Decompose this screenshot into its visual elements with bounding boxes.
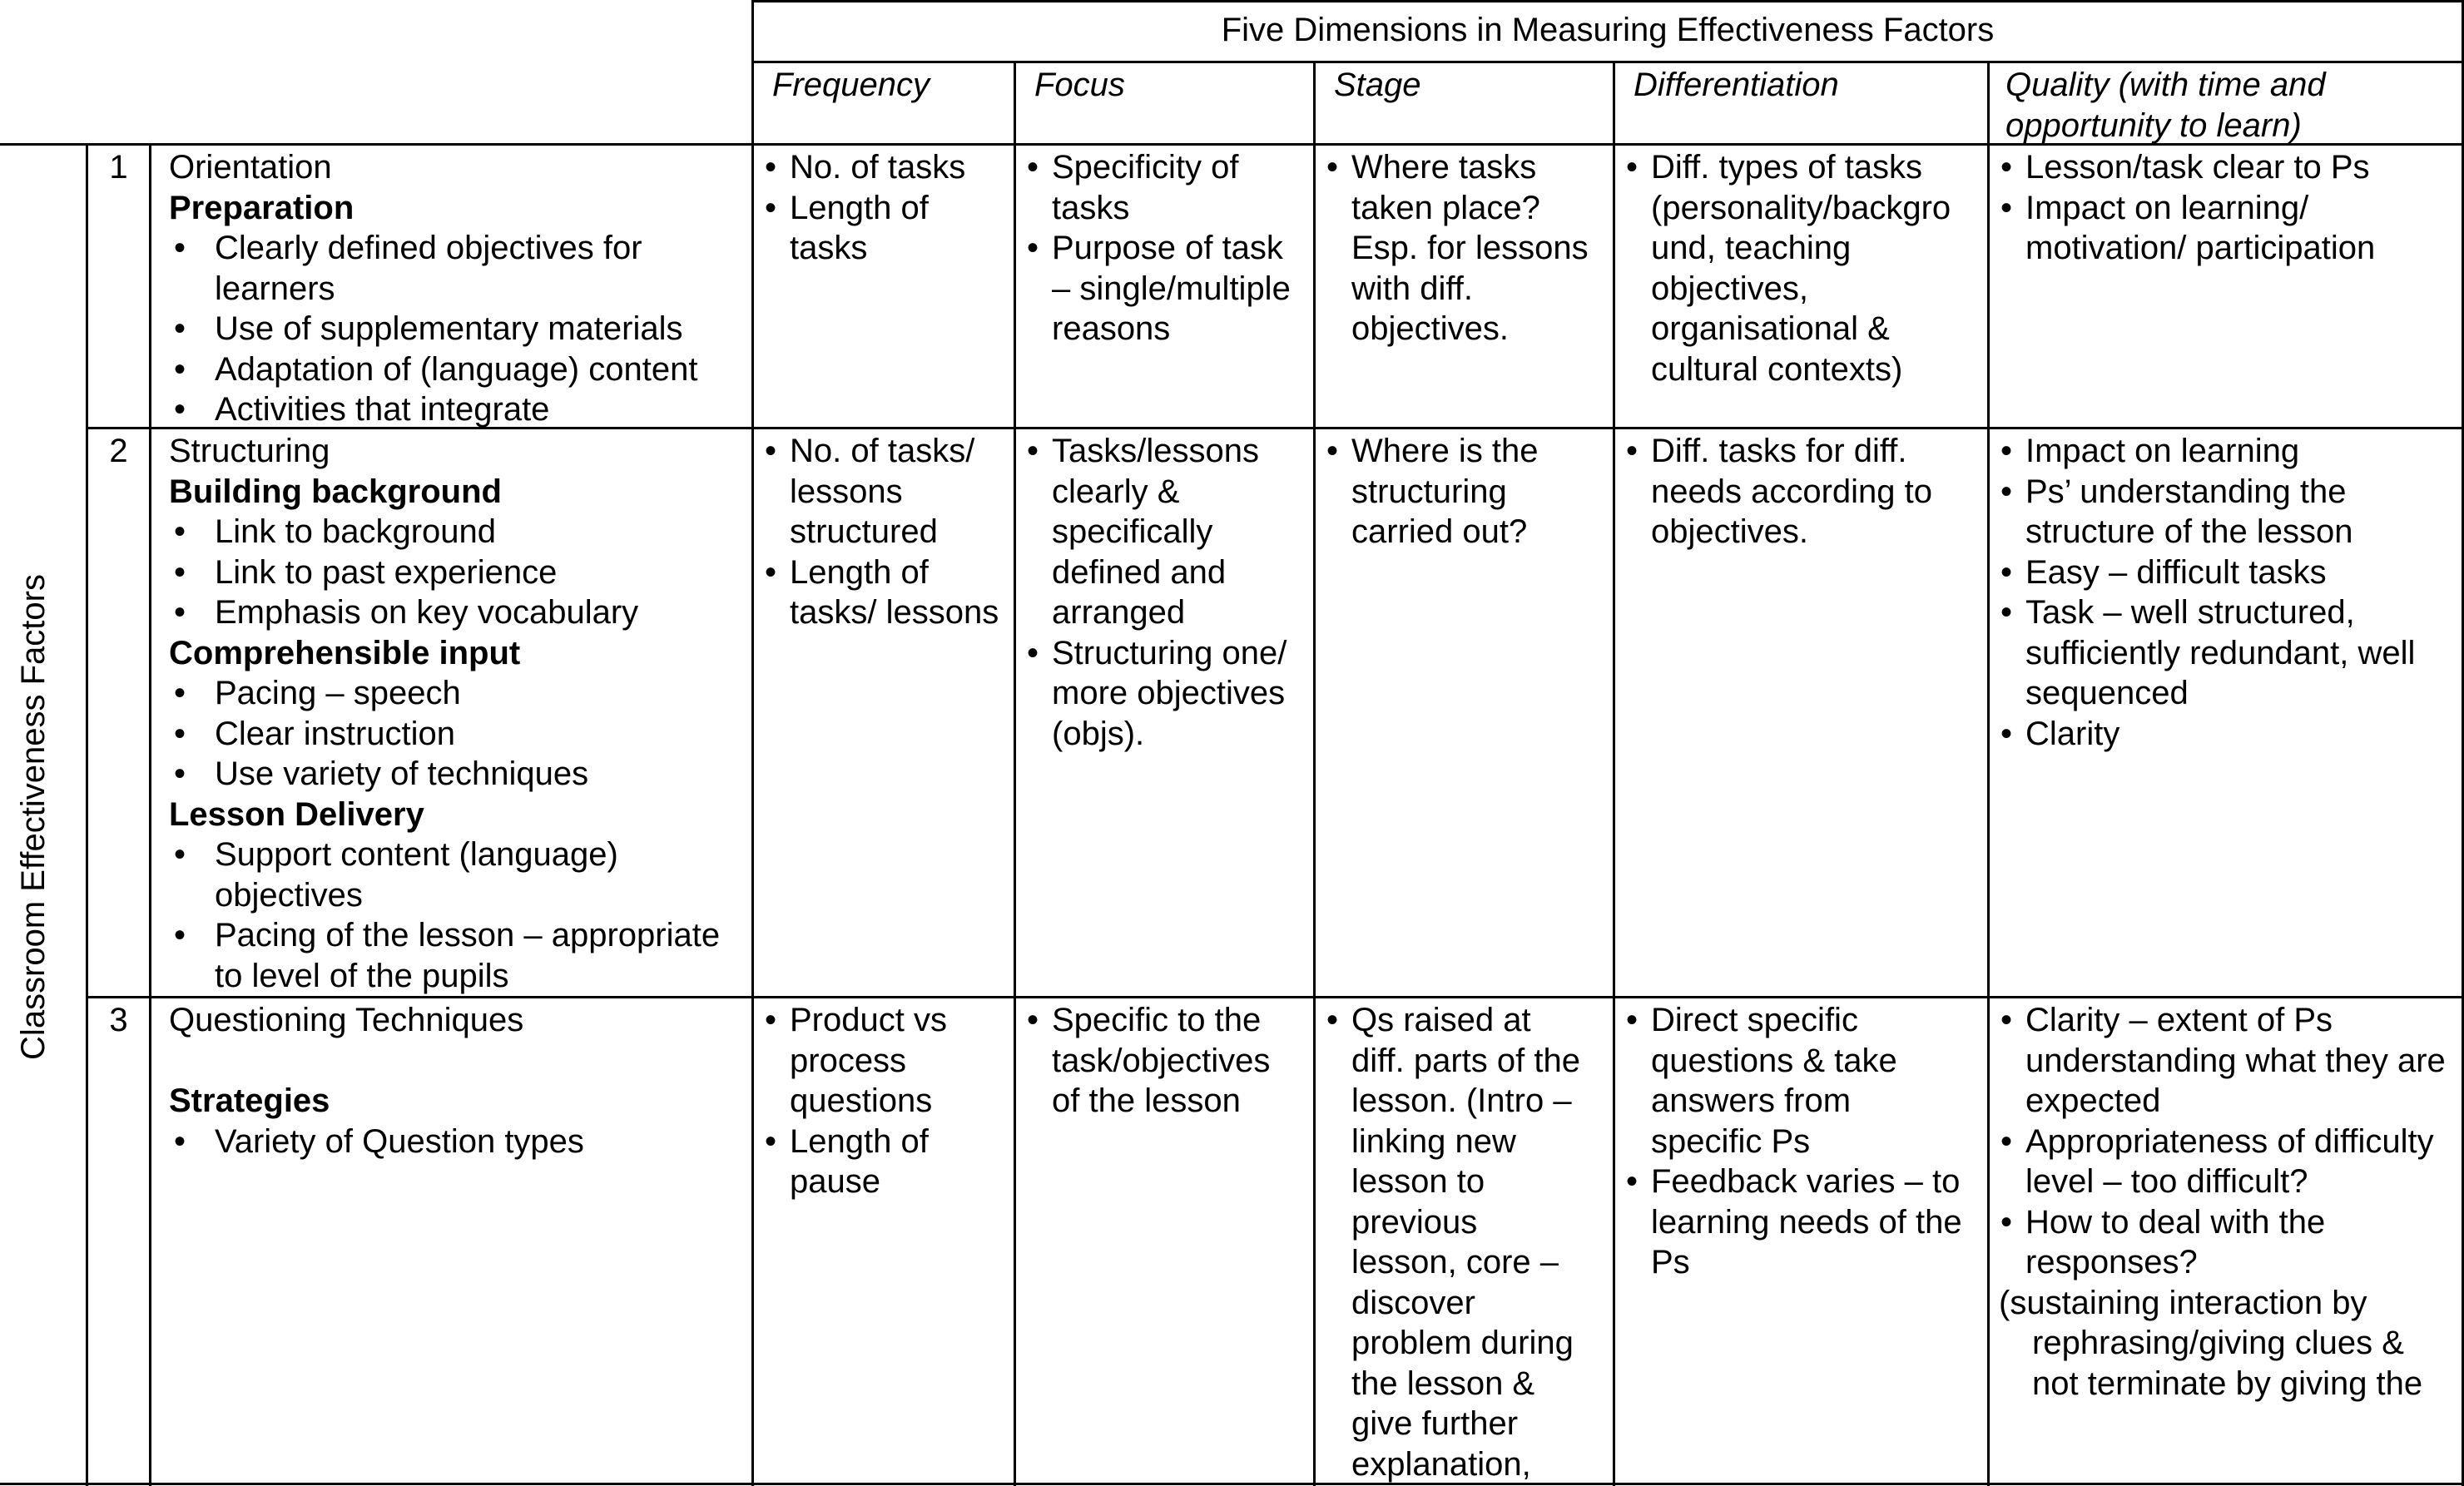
grid-line bbox=[1987, 61, 1990, 1486]
list-item: • Ps’ understanding the structure of the lesson bbox=[1999, 472, 2457, 552]
list-item: • Support content (language) objectives bbox=[169, 835, 743, 915]
table-title: Five Dimensions in Measuring Effectiveness Factors bbox=[1221, 12, 1995, 48]
list-item: • Adaptation of (language) content bbox=[169, 349, 743, 390]
list-item: • Pacing of the lesson – appropriate to level of the pupils bbox=[169, 915, 743, 996]
list-item: • How to deal with the responses? bbox=[1999, 1202, 2457, 1283]
factor-cell bbox=[169, 1000, 743, 1162]
differentiation-cell bbox=[1624, 147, 1966, 389]
factor-title: Questioning Techniques bbox=[169, 1002, 524, 1038]
stage-cell bbox=[1325, 147, 1604, 349]
factor-cell bbox=[169, 147, 743, 430]
header-quality: Quality (with time and opportunity to learn) bbox=[2005, 67, 2326, 144]
frequency-cell bbox=[763, 147, 1004, 269]
list-item: • Structuring one/ more objectives (objs). bbox=[1025, 633, 1291, 755]
row-number: 2 bbox=[109, 433, 128, 469]
differentiation-cell bbox=[1624, 1000, 1966, 1283]
grid-line bbox=[1613, 61, 1615, 1486]
list-item: • Activities that integrate bbox=[169, 389, 743, 430]
section-heading: Building background bbox=[169, 473, 502, 510]
stage-cell bbox=[1325, 1000, 1591, 1484]
grid-line bbox=[86, 143, 88, 1486]
factor-list bbox=[169, 673, 743, 795]
header-differentiation: Differentiation bbox=[1634, 67, 1839, 103]
list-item: • Clarity bbox=[1999, 714, 2457, 755]
list-item: • Clear instruction bbox=[169, 714, 743, 755]
list-item: • Link to background bbox=[169, 512, 743, 552]
row-number: 3 bbox=[109, 1002, 128, 1038]
stage-cell bbox=[1325, 431, 1604, 552]
list-item: • Length of pause bbox=[763, 1122, 1004, 1202]
list-item: • Impact on learning/ motivation/ participation bbox=[1999, 188, 2457, 269]
section-heading: Comprehensible input bbox=[169, 634, 521, 671]
factor-title: Structuring bbox=[169, 433, 330, 469]
list-item: • Lesson/task clear to Ps bbox=[1999, 147, 2457, 188]
list-item: • Emphasis on key vocabulary bbox=[169, 592, 743, 633]
section-heading: Strategies bbox=[169, 1082, 330, 1119]
list-item: • Length of tasks bbox=[763, 188, 1004, 269]
list-item: • Appropriateness of difficulty level – too difficult? bbox=[1999, 1122, 2457, 1202]
list-item: • Diff. tasks for diff. needs according to objectives. bbox=[1624, 431, 1966, 552]
list-item: • Pacing – speech bbox=[169, 673, 743, 714]
list-item: • No. of tasks/ lessons structured bbox=[763, 431, 1004, 552]
list-item: • Use variety of techniques bbox=[169, 754, 743, 795]
grid-line bbox=[1014, 61, 1016, 1486]
row-group-label-text: Classroom Effectiveness Factors bbox=[14, 574, 52, 1060]
factor-list bbox=[169, 1122, 743, 1162]
list-item: • Feedback varies – to learning needs of the Ps bbox=[1624, 1162, 1966, 1283]
list-item: • Specific to the task/objectives of the lesson bbox=[1025, 1000, 1304, 1122]
focus-cell bbox=[1025, 147, 1304, 349]
grid-line bbox=[1313, 61, 1316, 1486]
list-item: • Use of supplementary materials bbox=[169, 309, 743, 349]
list-item: • Product vs process questions bbox=[763, 1000, 1004, 1122]
grid-line bbox=[751, 0, 2464, 2]
spacer bbox=[169, 1041, 743, 1082]
focus-cell bbox=[1025, 431, 1291, 754]
factor-list bbox=[169, 228, 743, 430]
list-item: • Clarity – extent of Ps understanding what they are expected bbox=[1999, 1000, 2457, 1122]
quality-note: (sustaining interaction by rephrasing/giving clues & not terminate by giving the bbox=[1999, 1284, 2423, 1402]
list-item: • Impact on learning bbox=[1999, 431, 2457, 472]
focus-cell bbox=[1025, 1000, 1304, 1122]
factor-list bbox=[169, 835, 743, 996]
list-item: • Easy – difficult tasks bbox=[1999, 552, 2457, 593]
factor-title: Orientation bbox=[169, 149, 332, 186]
quality-cell bbox=[1999, 431, 2457, 754]
section-heading: Preparation bbox=[169, 189, 354, 226]
frequency-cell bbox=[763, 431, 1004, 633]
grid-line bbox=[149, 143, 151, 1486]
grid-line bbox=[86, 996, 2464, 998]
factor-cell bbox=[169, 431, 743, 996]
quality-cell bbox=[1999, 1000, 2457, 1404]
list-item: • Where is the structuring carried out? bbox=[1325, 431, 1604, 552]
list-item: • Link to past experience bbox=[169, 552, 743, 593]
differentiation-cell bbox=[1624, 431, 1966, 552]
list-item: • Where tasks taken place? Esp. for lessons with diff. objectives. bbox=[1325, 147, 1604, 349]
list-item: • Specificity of tasks bbox=[1025, 147, 1304, 228]
list-item: • Diff. types of tasks (personality/backgro und, teaching objectives, organisational & cultural contexts) bbox=[1624, 147, 1966, 389]
list-item: • Task – well structured, sufficiently redundant, well sequenced bbox=[1999, 592, 2457, 714]
grid-line bbox=[0, 1483, 2464, 1485]
list-item: • Clearly defined objectives for learners bbox=[169, 228, 743, 309]
grid-line bbox=[751, 61, 2464, 63]
list-item: • No. of tasks bbox=[763, 147, 1004, 188]
list-item: • Variety of Question types bbox=[169, 1122, 743, 1162]
factor-list bbox=[169, 512, 743, 633]
list-item: • Tasks/lessons clearly & specifically defined and arranged bbox=[1025, 431, 1291, 633]
grid-line bbox=[751, 0, 754, 1486]
header-focus: Focus bbox=[1034, 67, 1125, 103]
header-frequency: Frequency bbox=[772, 67, 930, 103]
quality-cell bbox=[1999, 147, 2457, 269]
row-number: 1 bbox=[109, 149, 128, 186]
frequency-cell bbox=[763, 1000, 1004, 1202]
list-item: • Qs raised at diff. parts of the lesson. (Intro – linking new lesson to previous lesson, core – discover problem during the lesson & give further explanation, bbox=[1325, 1000, 1591, 1484]
header-stage: Stage bbox=[1334, 67, 1421, 103]
section-heading: Lesson Delivery bbox=[169, 795, 424, 833]
list-item: • Length of tasks/ lessons bbox=[763, 552, 1004, 633]
list-item: • Purpose of task – single/multiple reasons bbox=[1025, 228, 1304, 349]
list-item: • Direct specific questions & take answers from specific Ps bbox=[1624, 1000, 1966, 1162]
